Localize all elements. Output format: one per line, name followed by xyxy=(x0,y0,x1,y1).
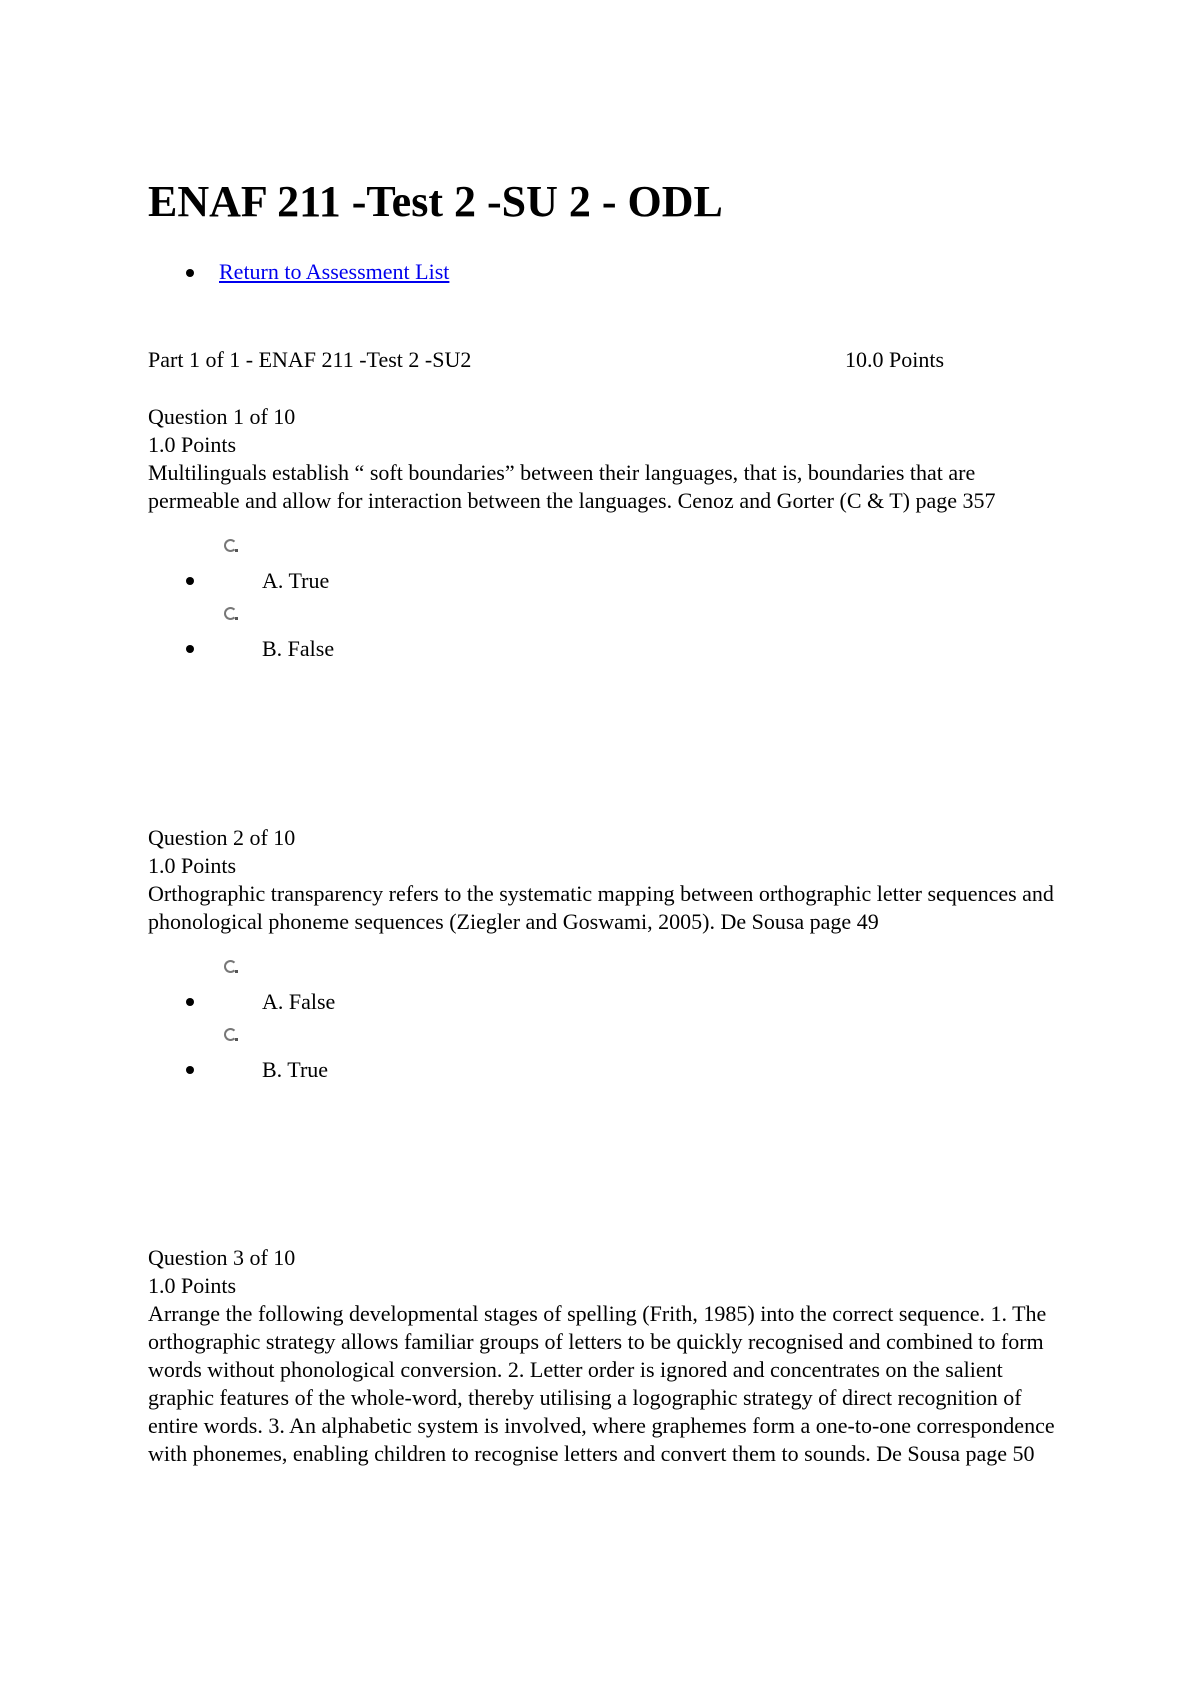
bullet-icon xyxy=(186,998,194,1006)
question-1 xyxy=(148,403,1068,669)
nav-item-return xyxy=(148,258,449,286)
answer-options xyxy=(148,533,1068,669)
question-2 xyxy=(148,824,1068,1090)
answer-options xyxy=(148,954,1068,1090)
question-number: Question 1 of 10 xyxy=(148,404,296,429)
part-points: 10.0 Points xyxy=(845,347,945,372)
radio-dot-icon xyxy=(235,549,238,552)
bullet-icon xyxy=(186,1066,194,1074)
radio-dot-icon xyxy=(235,1038,238,1041)
radio-dot-icon xyxy=(235,970,238,973)
page-title: ENAF 211 -Test 2 -SU 2 - ODL xyxy=(148,177,723,226)
nav-list xyxy=(148,258,449,286)
question-text: Multilinguals establish “ soft boundaries” between their languages, that is, boundaries that are permeable and allow for interaction between the languages. Cenoz and Gorter (C & T) page 357 xyxy=(148,460,996,513)
option-label: B. True xyxy=(262,1057,329,1082)
question-3 xyxy=(148,1244,1068,1468)
answer-option xyxy=(148,533,1068,601)
question-text: Arrange the following developmental stages of spelling (Frith, 1985) into the correct sequence. 1. The orthographic strategy allows familiar groups of letters to be quickly recognised and combined to form words without phonological conversion. 2. Letter order is ignored and concentrates on the salient graphic features of the whole-word, thereby utilising a logographic strategy of direct recognition of entire words. 3. An alphabetic system is involved, where graphemes form a one-to-one correspondence with phonemes, enabling children to recognise letters and convert them to sounds. De Sousa page 50 xyxy=(148,1301,1055,1466)
part-header xyxy=(148,346,1068,374)
bullet-icon xyxy=(186,269,194,277)
option-label: A. False xyxy=(262,989,336,1014)
answer-option xyxy=(148,1022,1068,1090)
option-label: A. True xyxy=(262,568,330,593)
question-number: Question 2 of 10 xyxy=(148,825,296,850)
question-points: 1.0 Points xyxy=(148,1273,237,1298)
return-to-assessment-list-link[interactable]: Return to Assessment List xyxy=(219,259,450,284)
radio-dot-icon xyxy=(235,617,238,620)
answer-option xyxy=(148,601,1068,669)
option-label: B. False xyxy=(262,636,335,661)
answer-option xyxy=(148,954,1068,1022)
bullet-icon xyxy=(186,577,194,585)
question-points: 1.0 Points xyxy=(148,853,237,878)
question-points: 1.0 Points xyxy=(148,432,237,457)
bullet-icon xyxy=(186,645,194,653)
question-text: Orthographic transparency refers to the systematic mapping between orthographic letter sequences and phonological phoneme sequences (Ziegler and Goswami, 2005). De Sousa page 49 xyxy=(148,881,1054,934)
part-label: Part 1 of 1 - ENAF 211 -Test 2 -SU2 xyxy=(148,347,472,372)
question-number: Question 3 of 10 xyxy=(148,1245,296,1270)
